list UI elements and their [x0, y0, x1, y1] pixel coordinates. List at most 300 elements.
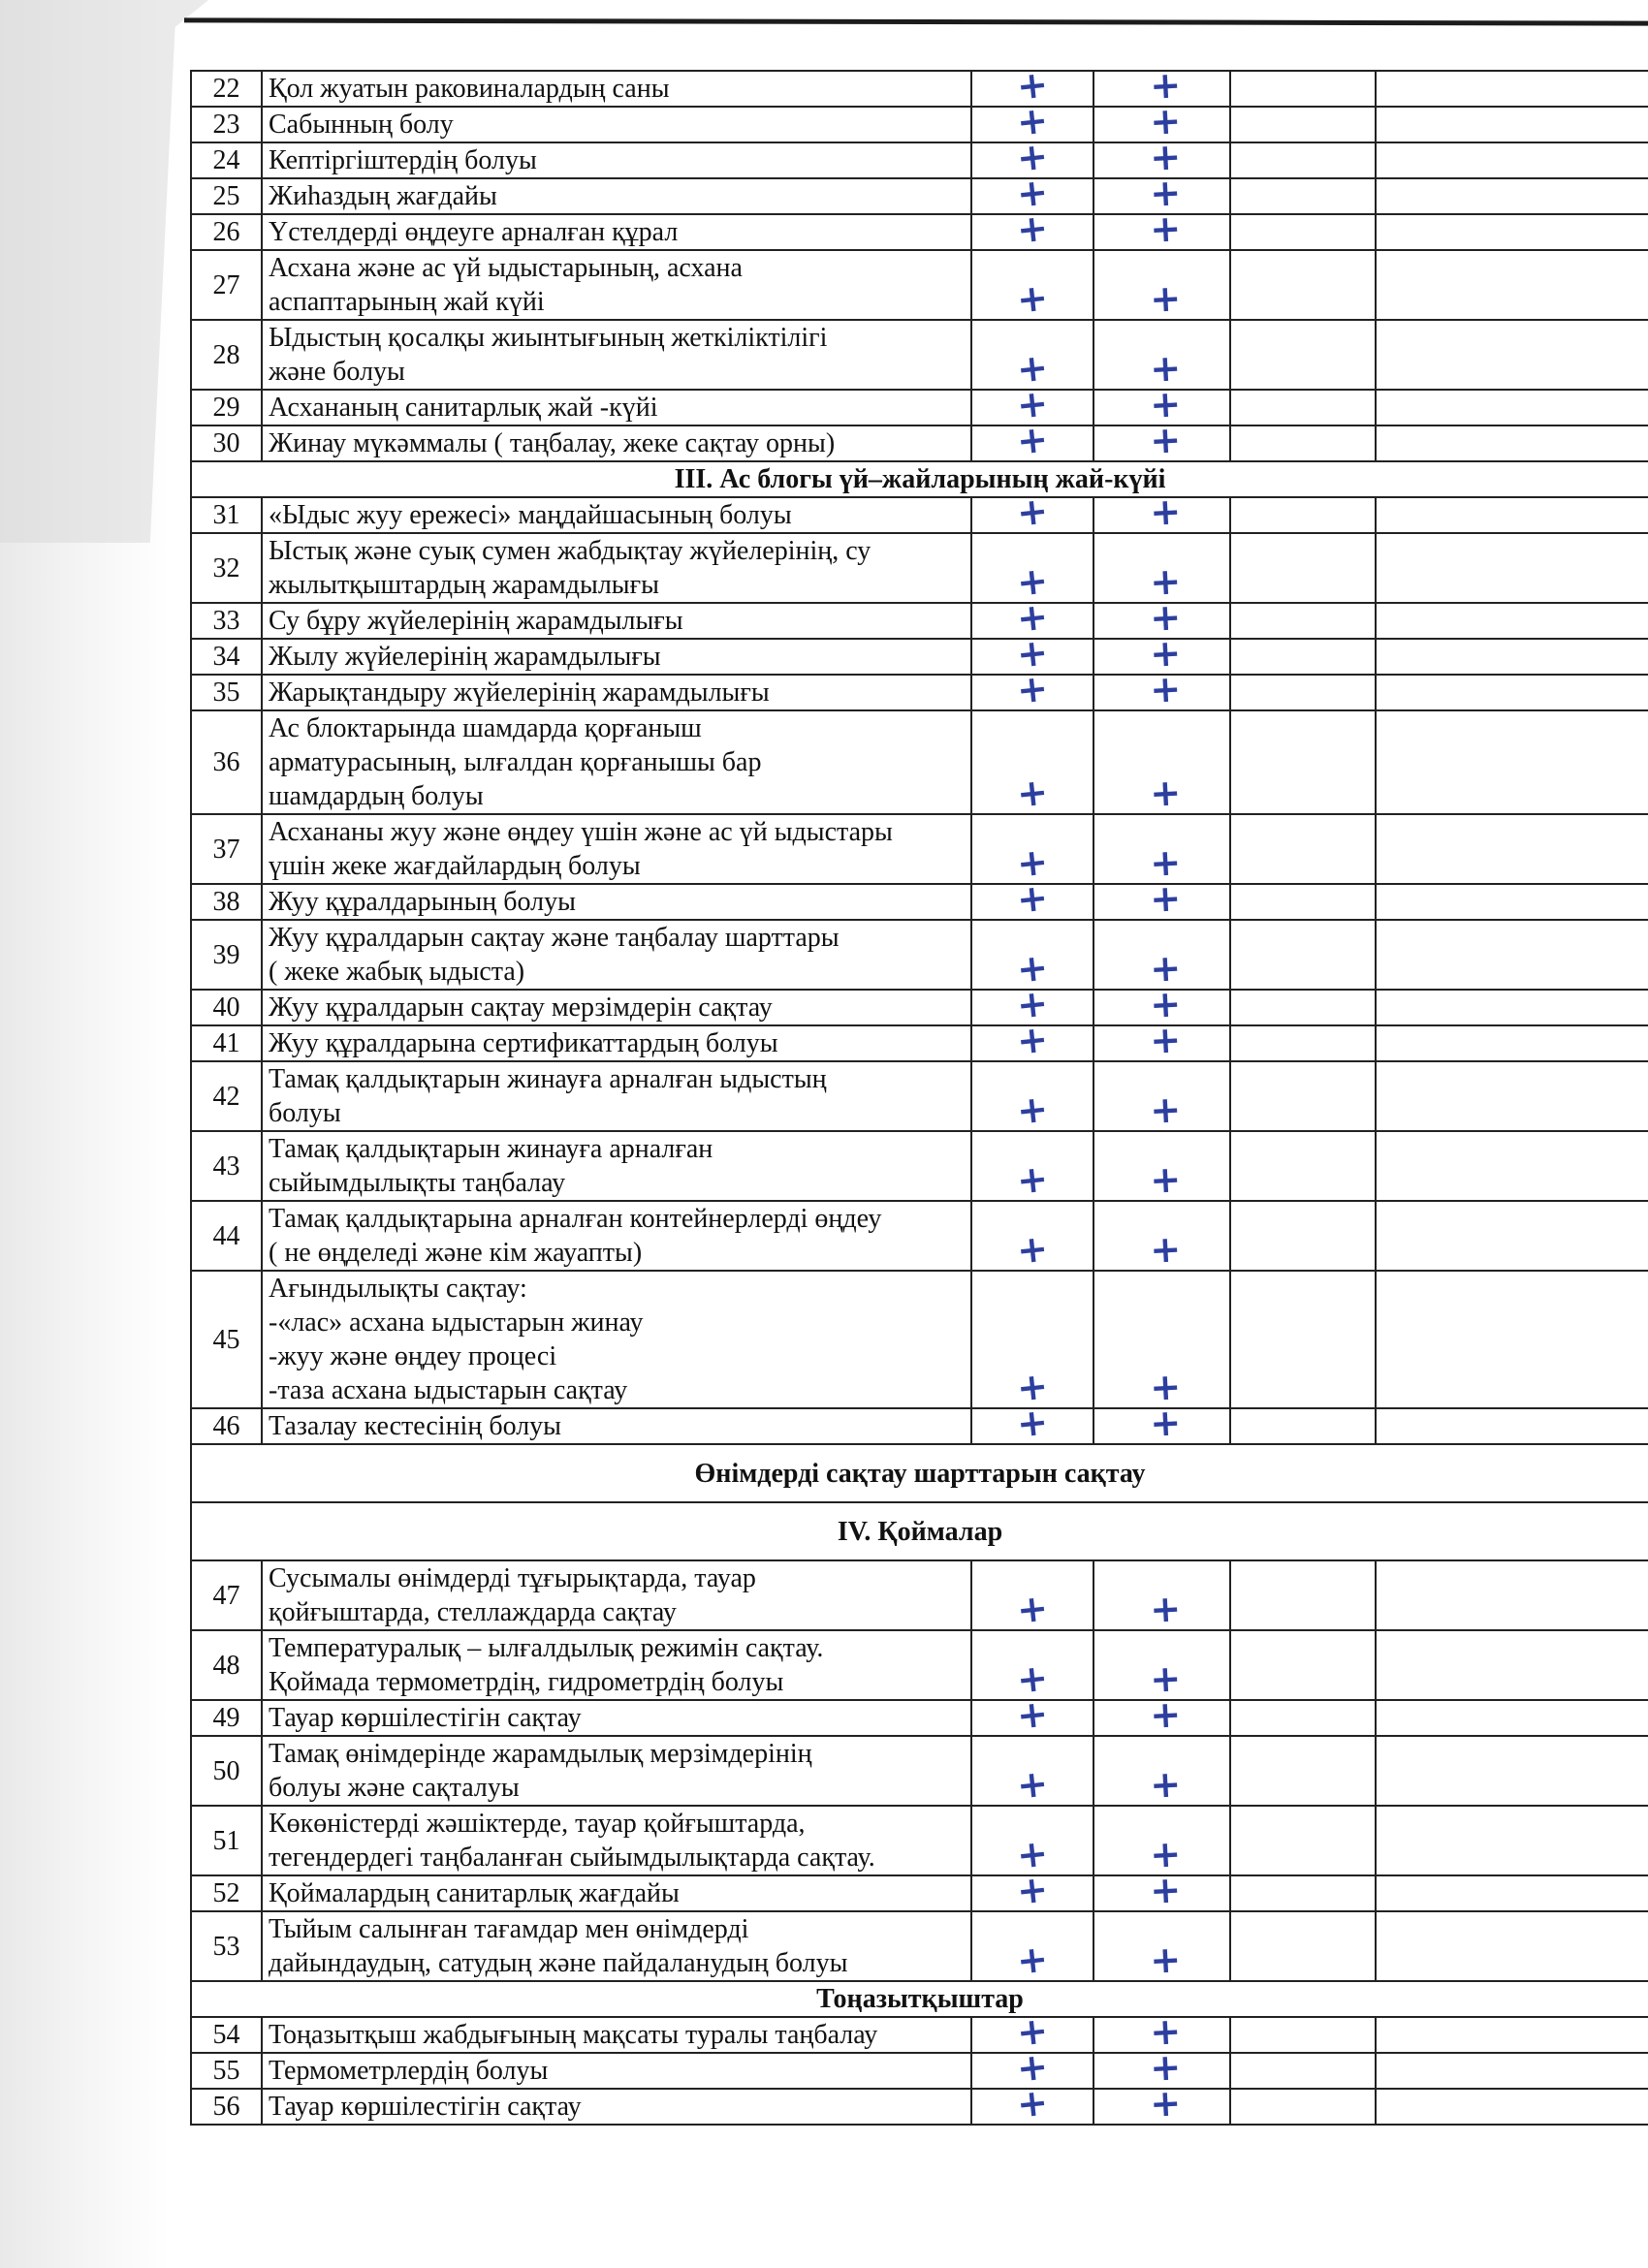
mark-cell-second [1093, 667, 1230, 711]
empty-cell [1376, 107, 1648, 142]
table-row [191, 675, 1648, 710]
item-description-line: Жинау мүкәммалы ( таңбалау, жеке сақтау орны) [269, 428, 836, 458]
mark-cell-second [1093, 1911, 1230, 1981]
mark-cell-second [1093, 1061, 1230, 1131]
item-description-line: Жылу жүйелерінің жарамдылығы [269, 642, 661, 672]
handwritten-plus-mark: + [1014, 2044, 1051, 2091]
handwritten-plus-mark: + [1148, 1868, 1182, 1912]
handwritten-plus-mark: + [1148, 1087, 1182, 1132]
empty-cell [1376, 675, 1648, 710]
item-description-line: қойғыштарда, стеллаждарда сақтау [269, 1597, 677, 1627]
item-description [262, 990, 971, 1025]
handwritten-plus-mark: + [1014, 594, 1051, 641]
mark-cell-second [1093, 876, 1230, 921]
table-row [191, 1736, 1648, 1806]
item-description-line: Сабынның болу [269, 110, 454, 140]
empty-cell [1230, 497, 1376, 533]
inspection-checklist-table [190, 62, 1648, 2126]
handwritten-plus-mark: + [1148, 63, 1182, 108]
empty-cell [1230, 214, 1376, 250]
mark-cell-first [971, 1630, 1093, 1700]
mark-cell-second [1093, 1271, 1230, 1408]
empty-cell [1376, 2017, 1648, 2053]
item-description-line: Жиһаздың жағдайы [269, 181, 497, 211]
item-description-line: Тоңазытқыш жабдығының мақсаты туралы таңбалау [269, 2020, 878, 2050]
item-number: 31 [191, 497, 262, 533]
item-number: 45 [191, 1271, 262, 1408]
item-number: 29 [191, 390, 262, 425]
item-description-line: ( жеке жабық ыдыста) [269, 957, 525, 987]
handwritten-plus-mark: + [1014, 170, 1051, 216]
item-description-line: дайындаудың, сатудың және пайдаланудың болуы [269, 1948, 848, 1978]
empty-cell [1230, 1806, 1376, 1875]
table-row [191, 990, 1648, 1025]
item-description [262, 1025, 971, 1061]
item-description-line: Ағындылықты сақтау: [269, 1274, 527, 1304]
item-description-line: болуы және сақталуы [269, 1773, 520, 1803]
handwritten-plus-mark: + [1014, 839, 1051, 886]
handwritten-plus-mark: + [1148, 382, 1182, 426]
section-header-row [191, 1502, 1648, 1560]
item-description [262, 1806, 971, 1875]
table-row [191, 2017, 1648, 2053]
item-description-line: Қол жуатын раковиналардың саны [269, 74, 670, 104]
handwritten-plus-mark: + [1148, 99, 1182, 143]
empty-cell [1376, 214, 1648, 250]
empty-cell [1376, 320, 1648, 390]
item-number: 52 [191, 1875, 262, 1911]
mark-cell-first [971, 1560, 1093, 1630]
empty-cell [1230, 1025, 1376, 1061]
empty-cell [1230, 425, 1376, 461]
handwritten-plus-mark: + [1148, 946, 1182, 991]
item-number: 50 [191, 1736, 262, 1806]
item-description-line: Жуу құралдарын сақтау және таңбалау шарттары [269, 923, 840, 953]
handwritten-plus-mark: + [1014, 770, 1051, 816]
empty-cell [1376, 1025, 1648, 1061]
empty-cell [1230, 1271, 1376, 1408]
item-description [262, 920, 971, 990]
handwritten-plus-mark: + [1148, 2081, 1182, 2126]
empty-cell [1376, 71, 1648, 107]
table-row [191, 603, 1648, 639]
item-description [262, 710, 971, 814]
mark-cell-first [971, 250, 1093, 320]
item-description-line: аспаптарының жай күйі [269, 287, 545, 317]
item-description [262, 639, 971, 675]
item-description-line: болуы [269, 1098, 341, 1128]
handwritten-plus-mark: + [1014, 275, 1051, 322]
section-header-row [191, 1981, 1648, 2017]
empty-cell [1230, 603, 1376, 639]
item-description-line: жылытқыштардың жарамдылығы [269, 570, 659, 600]
handwritten-plus-mark: + [1148, 1832, 1182, 1876]
empty-cell [1230, 675, 1376, 710]
item-description-line: Жуу құралдарын сақтау мерзімдерін сақтау [269, 992, 773, 1023]
item-description-line: сыйымдылықты таңбалау [269, 1168, 566, 1198]
empty-cell [1230, 1061, 1376, 1131]
section-header-row [191, 1444, 1648, 1502]
empty-cell [1230, 390, 1376, 425]
item-description [262, 1131, 971, 1201]
item-description-line: Асхананың санитарлық жай -күйі [269, 393, 658, 423]
handwritten-plus-mark: + [1014, 1937, 1051, 1983]
mark-cell-second [1093, 814, 1230, 884]
empty-cell [1230, 320, 1376, 390]
table-row [191, 884, 1648, 920]
item-description [262, 533, 971, 603]
mark-cell-first [971, 1691, 1093, 1738]
empty-cell [1230, 920, 1376, 990]
section-title: Тоңазытқыштар [191, 1981, 1648, 2017]
handwritten-plus-mark: + [1014, 1691, 1051, 1738]
item-description-line: Жуу құралдарына сертификаттардың болуы [269, 1028, 778, 1058]
empty-cell [1230, 2089, 1376, 2125]
handwritten-plus-mark: + [1148, 135, 1182, 179]
item-number: 32 [191, 533, 262, 603]
empty-cell [1230, 1700, 1376, 1736]
mark-cell-first [971, 1736, 1093, 1806]
item-number: 27 [191, 250, 262, 320]
empty-cell [1376, 425, 1648, 461]
empty-cell [1376, 497, 1648, 533]
empty-cell [1230, 1201, 1376, 1271]
handwritten-plus-mark: + [1014, 1400, 1051, 1446]
mark-cell-first [971, 1911, 1093, 1981]
empty-cell [1376, 390, 1648, 425]
empty-cell [1230, 2053, 1376, 2089]
empty-cell [1230, 1408, 1376, 1444]
item-number: 51 [191, 1806, 262, 1875]
mark-cell-second [1093, 320, 1230, 390]
empty-cell [1230, 71, 1376, 107]
empty-cell [1376, 142, 1648, 178]
empty-cell [1376, 1061, 1648, 1131]
table-row [191, 920, 1648, 990]
handwritten-plus-mark: + [1148, 1587, 1182, 1631]
mark-cell-second [1093, 533, 1230, 603]
item-description [262, 214, 971, 250]
handwritten-plus-mark: + [1014, 1087, 1051, 1133]
table-row [191, 1131, 1648, 1201]
empty-cell [1376, 1911, 1648, 1981]
handwritten-plus-mark: + [1014, 345, 1051, 392]
empty-cell [1376, 178, 1648, 214]
handwritten-plus-mark: + [1014, 488, 1051, 535]
item-number: 22 [191, 71, 262, 107]
item-description-line: Ас блоктарында шамдарда қорғаныш [269, 713, 702, 743]
handwritten-plus-mark: + [1014, 1586, 1051, 1632]
item-number: 34 [191, 639, 262, 675]
table-row [191, 639, 1648, 675]
mark-cell-first [971, 1271, 1093, 1408]
empty-cell [1230, 2017, 1376, 2053]
item-number: 46 [191, 1408, 262, 1444]
item-description-line: Ыстық және суық сумен жабдықтау жүйелерінің, су [269, 536, 872, 566]
empty-cell [1230, 1630, 1376, 1700]
item-number: 37 [191, 814, 262, 884]
handwritten-plus-mark: + [1014, 558, 1051, 605]
handwritten-plus-mark: + [1014, 1364, 1051, 1410]
table-row [191, 1700, 1648, 1736]
handwritten-plus-mark: + [1148, 489, 1182, 534]
empty-cell [1230, 1911, 1376, 1981]
mark-cell-second [1093, 1131, 1230, 1201]
handwritten-plus-mark: + [1148, 1227, 1182, 1272]
handwritten-plus-mark: + [1148, 1762, 1182, 1807]
handwritten-plus-mark: + [1148, 276, 1182, 321]
handwritten-plus-mark: + [1148, 631, 1182, 676]
item-description-line: тегендердегі таңбаланған сыйымдылықтарда сақтау. [269, 1843, 875, 1873]
item-description-line: Термометрлердің болуы [269, 2056, 549, 2086]
handwritten-plus-mark: + [1148, 171, 1182, 215]
item-number: 43 [191, 1131, 262, 1201]
empty-cell [1376, 603, 1648, 639]
section-title: IV. Қоймалар [191, 1502, 1648, 1560]
empty-cell [1376, 250, 1648, 320]
empty-cell [1376, 1806, 1648, 1875]
item-description-line: Тауар көршілестігін сақтау [269, 1703, 582, 1733]
empty-cell [1230, 107, 1376, 142]
mark-cell-first [971, 814, 1093, 884]
handwritten-plus-mark: + [1014, 1655, 1051, 1702]
item-description-line: Температуралық – ылғалдылық режимін сақтау. [269, 1633, 824, 1663]
mark-cell-first [971, 1806, 1093, 1875]
mark-cell-second [1093, 1736, 1230, 1806]
item-description [262, 2017, 971, 2053]
table-row [191, 1408, 1648, 1444]
empty-cell [1376, 814, 1648, 884]
item-description-line: Қоймалардың санитарлық жағдайы [269, 1878, 680, 1908]
table-row [191, 1875, 1648, 1911]
item-description [262, 390, 971, 425]
section-title: III. Ас блогы үй–жайларының жай-күйі [191, 461, 1648, 497]
mark-cell-second [1093, 1201, 1230, 1271]
item-description-line: Кептіргіштердің болуы [269, 145, 537, 175]
item-description-line: Асхананы жуу және өңдеу үшін және ас үй ыдыстары [269, 817, 893, 847]
handwritten-plus-mark: + [1014, 875, 1051, 922]
item-description-line: үшін жеке жағдайлардың болуы [269, 851, 641, 881]
item-description [262, 1061, 971, 1131]
mark-cell-first [971, 875, 1093, 922]
empty-cell [1376, 2053, 1648, 2089]
item-number: 26 [191, 214, 262, 250]
empty-cell [1230, 533, 1376, 603]
table-row [191, 1025, 1648, 1061]
handwritten-plus-mark: + [1148, 346, 1182, 391]
table-row [191, 390, 1648, 425]
handwritten-plus-mark: + [1014, 1831, 1051, 1877]
empty-cell [1376, 2089, 1648, 2125]
handwritten-plus-mark: + [1148, 1157, 1182, 1202]
handwritten-plus-mark: + [1148, 1018, 1182, 1062]
handwritten-plus-mark: + [1148, 1692, 1182, 1737]
table-row [191, 1806, 1648, 1875]
empty-cell [1376, 1700, 1648, 1736]
item-description-line: -жуу және өңдеу процесі [269, 1341, 557, 1371]
item-description [262, 2089, 971, 2125]
handwritten-plus-mark: + [1014, 945, 1051, 992]
item-description [262, 1201, 971, 1271]
mark-cell-second [1093, 710, 1230, 814]
item-description [262, 107, 971, 142]
empty-cell [1376, 1408, 1648, 1444]
empty-cell [1230, 639, 1376, 675]
item-description [262, 142, 971, 178]
handwritten-plus-mark: + [1148, 2009, 1182, 2054]
item-number: 28 [191, 320, 262, 390]
item-description [262, 250, 971, 320]
item-description-line: шамдардың болуы [269, 781, 484, 811]
mark-cell-first [971, 710, 1093, 814]
handwritten-plus-mark: + [1014, 1156, 1051, 1203]
item-description-line: Тамақ өнімдерінде жарамдылық мерзімдерінің [269, 1739, 812, 1769]
empty-cell [1376, 1875, 1648, 1911]
table-row [191, 320, 1648, 390]
empty-cell [1376, 1131, 1648, 1201]
table-row [191, 142, 1648, 178]
mark-cell-first [971, 1201, 1093, 1271]
handwritten-plus-mark: + [1148, 771, 1182, 815]
mark-cell-second [1093, 1401, 1230, 1445]
mark-cell-first [971, 1131, 1093, 1201]
item-description-line: «Ыдыс жуу ережесі» маңдайшасының болуы [269, 500, 792, 530]
item-description [262, 1560, 971, 1630]
table-row [191, 710, 1648, 814]
table-row [191, 814, 1648, 884]
empty-cell [1376, 533, 1648, 603]
table-row [191, 1630, 1648, 1700]
item-number: 44 [191, 1201, 262, 1271]
item-number: 49 [191, 1700, 262, 1736]
empty-cell [1230, 178, 1376, 214]
item-description [262, 320, 971, 390]
empty-cell [1376, 1271, 1648, 1408]
handwritten-plus-mark: + [1148, 418, 1182, 462]
mark-cell-second [1093, 1806, 1230, 1875]
empty-cell [1376, 920, 1648, 990]
mark-cell-second [1093, 206, 1230, 251]
handwritten-plus-mark: + [1014, 630, 1051, 677]
handwritten-plus-mark: + [1148, 1401, 1182, 1445]
item-number: 38 [191, 884, 262, 920]
handwritten-plus-mark: + [1148, 667, 1182, 711]
table-row [191, 178, 1648, 214]
handwritten-plus-mark: + [1014, 381, 1051, 427]
handwritten-plus-mark: + [1148, 595, 1182, 640]
empty-cell [1230, 1875, 1376, 1911]
handwritten-plus-mark: + [1014, 2080, 1051, 2126]
handwritten-plus-mark: + [1148, 2045, 1182, 2090]
item-description [262, 1700, 971, 1736]
table-row [191, 250, 1648, 320]
mark-cell-second [1093, 1630, 1230, 1700]
table-row [191, 1061, 1648, 1131]
item-description [262, 1630, 971, 1700]
mark-cell-first [971, 205, 1093, 252]
table-row [191, 497, 1648, 533]
empty-cell [1230, 710, 1376, 814]
mark-cell-second [1093, 920, 1230, 990]
handwritten-plus-mark: + [1014, 134, 1051, 180]
item-description [262, 1408, 971, 1444]
section-header-row [191, 461, 1648, 497]
item-number: 25 [191, 178, 262, 214]
handwritten-plus-mark: + [1148, 1365, 1182, 1409]
mark-cell-first [971, 666, 1093, 712]
handwritten-plus-mark: + [1014, 205, 1051, 252]
item-description-line: Асхана және ас үй ыдыстарының, асхана [269, 253, 743, 283]
handwritten-plus-mark: + [1148, 876, 1182, 921]
handwritten-plus-mark: + [1148, 1937, 1182, 1982]
table-row [191, 1911, 1648, 1981]
item-description-line: арматурасының, ылғалдан қорғанышы бар [269, 747, 762, 777]
scan-top-border-line [184, 17, 1648, 25]
item-number: 24 [191, 142, 262, 178]
item-description-line: Жуу құралдарының болуы [269, 887, 576, 917]
empty-cell [1230, 250, 1376, 320]
item-description-line: Ыдыстың қосалқы жиынтығының жеткіліктілігі [269, 323, 828, 353]
item-description-line: Тауар көршілестігін сақтау [269, 2092, 582, 2122]
item-description-line: -таза асхана ыдыстарын сақтау [269, 1375, 628, 1405]
table-row [191, 1201, 1648, 1271]
item-number: 23 [191, 107, 262, 142]
item-description-line: Тыйым салынған тағамдар мен өнімдерді [269, 1914, 749, 1944]
mark-cell-first [971, 1017, 1093, 1063]
item-description-line: Тазалау кестесінің болуы [269, 1411, 561, 1441]
table-row [191, 1271, 1648, 1408]
item-description [262, 814, 971, 884]
item-number: 30 [191, 425, 262, 461]
table-row [191, 107, 1648, 142]
mark-cell-second [1093, 489, 1230, 534]
empty-cell [1376, 1201, 1648, 1271]
item-number: 56 [191, 2089, 262, 2125]
mark-cell-second [1093, 2081, 1230, 2126]
mark-cell-first [971, 533, 1093, 603]
handwritten-plus-mark: + [1014, 1761, 1051, 1808]
item-number: 53 [191, 1911, 262, 1981]
item-number: 47 [191, 1560, 262, 1630]
mark-cell-first [971, 2080, 1093, 2126]
mark-cell-first [971, 488, 1093, 535]
empty-cell [1230, 990, 1376, 1025]
item-description-line: Көкөністерді жәшіктерде, тауар қойғыштарда, [269, 1809, 806, 1839]
item-description [262, 178, 971, 214]
handwritten-plus-mark: + [1148, 559, 1182, 604]
item-description-line: Қоймада термометрдің, гидрометрдің болуы [269, 1667, 784, 1697]
table-row [191, 71, 1648, 107]
mark-cell-second [1093, 1560, 1230, 1630]
item-description-line: Су бұру жүйелерінің жарамдылығы [269, 606, 683, 636]
empty-cell [1376, 710, 1648, 814]
item-number: 42 [191, 1061, 262, 1131]
empty-cell [1376, 990, 1648, 1025]
handwritten-plus-mark: + [1148, 840, 1182, 885]
scan-folded-corner [0, 0, 208, 543]
handwritten-plus-mark: + [1014, 1867, 1051, 1913]
item-description [262, 603, 971, 639]
item-description [262, 1271, 971, 1408]
empty-cell [1230, 142, 1376, 178]
mark-cell-first [971, 920, 1093, 990]
empty-cell [1376, 1736, 1648, 1806]
item-description-line: Тамақ қалдықтарына арналған контейнерлерді өңдеу [269, 1204, 882, 1234]
handwritten-plus-mark: + [1014, 98, 1051, 144]
empty-cell [1230, 884, 1376, 920]
mark-cell-second [1093, 1018, 1230, 1062]
mark-cell-first [971, 1400, 1093, 1446]
